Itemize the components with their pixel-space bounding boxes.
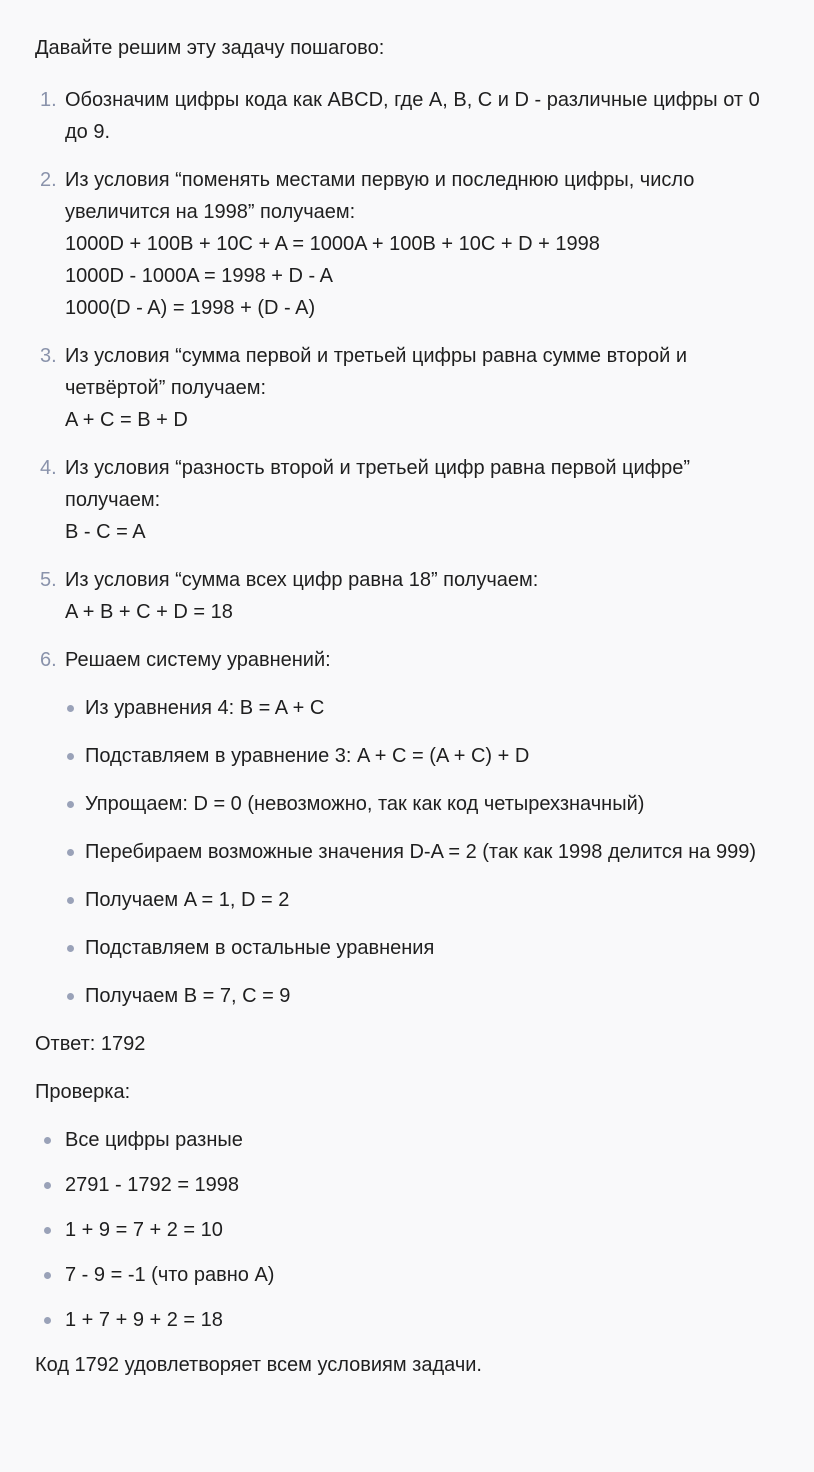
check-list	[35, 1124, 780, 1336]
equation: 1000D - 1000A = 1998 + D - A	[65, 265, 333, 287]
bullet-icon	[44, 1137, 51, 1144]
check-title: Проверка:	[35, 1081, 131, 1103]
step-number: 1.	[40, 89, 57, 111]
step-item	[35, 84, 780, 148]
check-item	[35, 1259, 780, 1291]
bullet-icon	[44, 1227, 51, 1234]
sub-step-text: Из уравнения 4: B = A + C	[85, 697, 325, 719]
check-text: Все цифры разные	[65, 1129, 243, 1151]
check-text: 7 - 9 = -1 (что равно A)	[65, 1264, 275, 1286]
sub-step-item	[65, 788, 780, 820]
equation: 1000D + 100B + 10C + A = 1000A + 100B + 10C + D + 1998	[65, 233, 600, 255]
check-text: 1 + 7 + 9 + 2 = 18	[65, 1309, 223, 1331]
step-number: 2.	[40, 169, 57, 191]
sub-step-item	[65, 836, 780, 868]
bullet-icon	[67, 897, 74, 904]
sub-step-text: Перебираем возможные значения D-A = 2 (так как 1998 делится на 999)	[85, 841, 757, 863]
equation: 1000(D - A) = 1998 + (D - A)	[65, 297, 316, 319]
bullet-icon	[67, 705, 74, 712]
intro-text: Давайте решим эту задачу пошагово:	[35, 37, 385, 59]
bullet-icon	[67, 753, 74, 760]
sub-step-item	[65, 932, 780, 964]
step-item	[35, 644, 780, 1012]
sub-step-item	[65, 980, 780, 1012]
conclusion-text: Код 1792 удовлетворяет всем условиям задачи.	[35, 1354, 482, 1376]
step-number: 4.	[40, 457, 57, 479]
step-text: Из условия “сумма первой и третьей цифры равна сумме второй и четвёртой” получаем:	[65, 345, 688, 399]
step-text: Решаем систему уравнений:	[65, 649, 331, 671]
sub-steps	[65, 692, 780, 1012]
step-text: Из условия “поменять местами первую и последнюю цифры, число увеличится на 1998” получаем:	[65, 169, 695, 223]
sub-step-item	[65, 692, 780, 724]
solution-steps	[35, 84, 780, 1012]
bullet-icon	[67, 849, 74, 856]
check-item	[35, 1304, 780, 1336]
step-text: Обозначим цифры кода как ABCD, где A, B, C и D - различные цифры от 0 до 9.	[65, 89, 760, 143]
step-text: Из условия “сумма всех цифр равна 18” получаем:	[65, 569, 539, 591]
step-number: 6.	[40, 649, 57, 671]
check-item	[35, 1124, 780, 1156]
check-item	[35, 1214, 780, 1246]
bullet-icon	[67, 993, 74, 1000]
check-text: 2791 - 1792 = 1998	[65, 1174, 240, 1196]
equation: A + C = B + D	[65, 409, 188, 431]
step-text: Из условия “разность второй и третьей цифр равна первой цифре” получаем:	[65, 457, 691, 511]
step-item	[35, 564, 780, 628]
step-number: 3.	[40, 345, 57, 367]
answer-text: Ответ: 1792	[35, 1033, 146, 1055]
check-item	[35, 1169, 780, 1201]
step-item	[35, 340, 780, 436]
step-item	[35, 164, 780, 324]
bullet-icon	[67, 801, 74, 808]
bullet-icon	[67, 945, 74, 952]
sub-step-text: Получаем B = 7, C = 9	[85, 985, 291, 1007]
bullet-icon	[44, 1272, 51, 1279]
step-item	[35, 452, 780, 548]
sub-step-item	[65, 884, 780, 916]
check-text: 1 + 9 = 7 + 2 = 10	[65, 1219, 223, 1241]
equation: A + B + C + D = 18	[65, 601, 233, 623]
bullet-icon	[44, 1317, 51, 1324]
sub-step-text: Подставляем в остальные уравнения	[85, 937, 435, 959]
sub-step-text: Получаем A = 1, D = 2	[85, 889, 290, 911]
sub-step-text: Упрощаем: D = 0 (невозможно, так как код четырехзначный)	[85, 793, 645, 815]
equation: B - C = A	[65, 521, 146, 543]
step-number: 5.	[40, 569, 57, 591]
bullet-icon	[44, 1182, 51, 1189]
sub-step-text: Подставляем в уравнение 3: A + C = (A + C) + D	[85, 745, 530, 767]
sub-step-item	[65, 740, 780, 772]
